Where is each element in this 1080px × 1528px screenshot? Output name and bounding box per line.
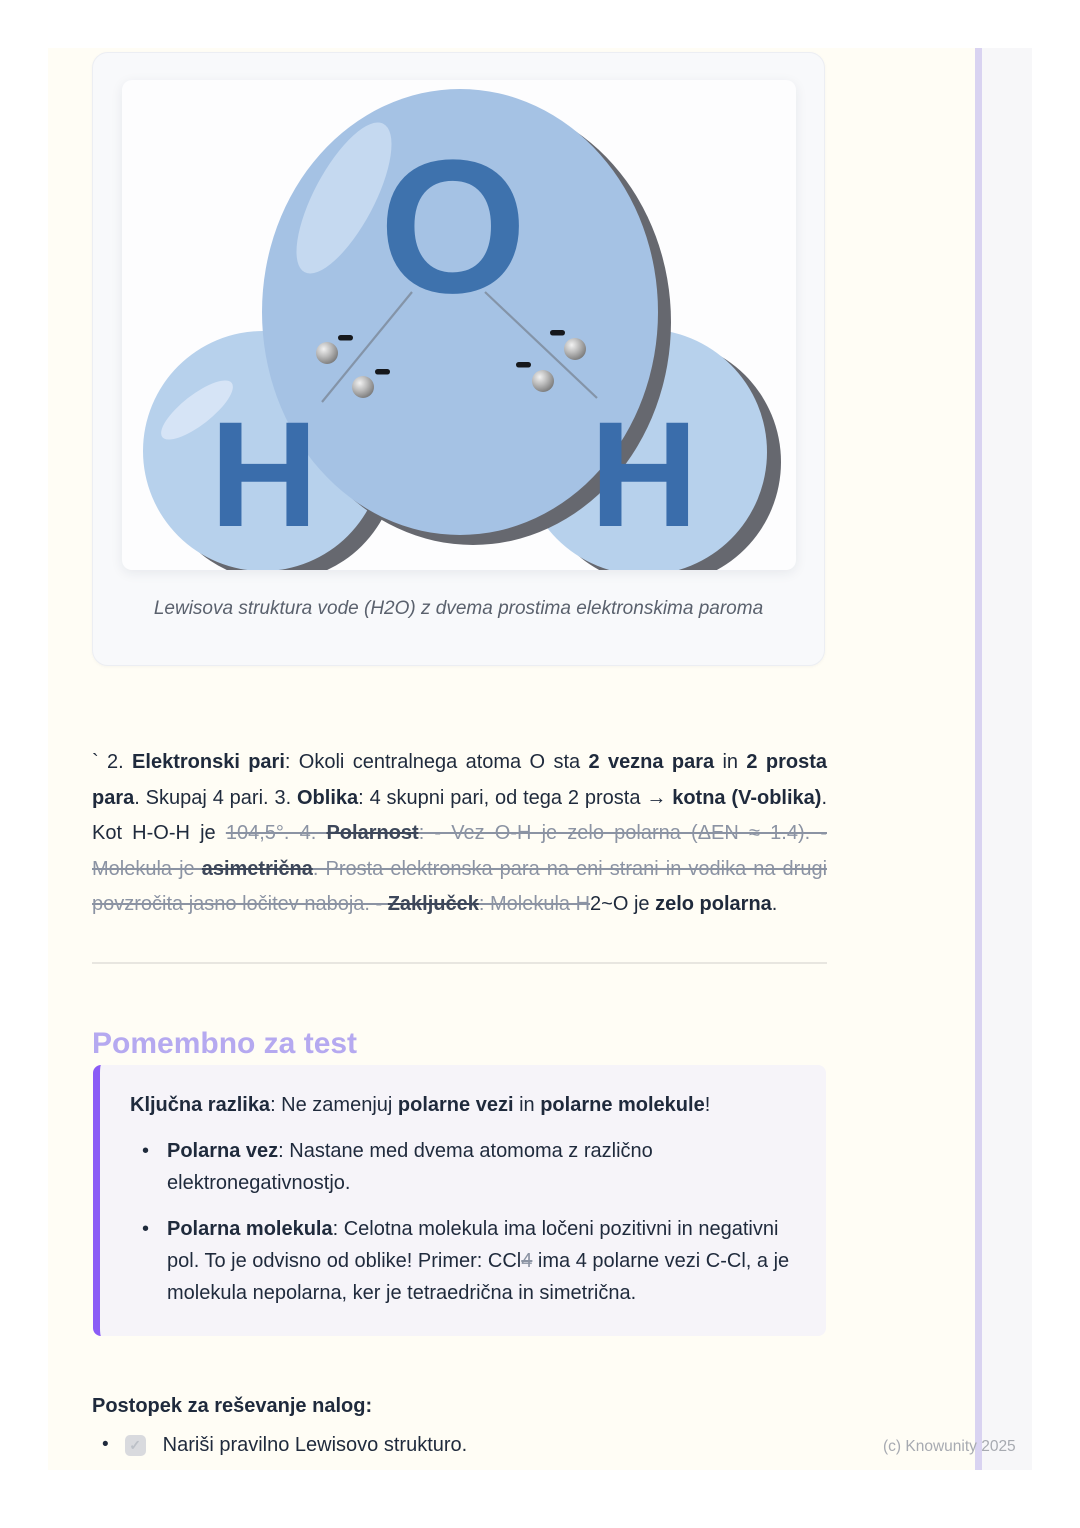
electron [532,370,554,392]
water-molecule-illustration [122,80,796,570]
callout-list [130,1135,796,1309]
procedure-heading: Postopek za reševanje nalog: [92,1395,373,1417]
hydrogen-label-right: H [589,390,699,558]
hydrogen-label-left: H [209,390,319,558]
list-item-text: Polarna vez: Nastane med dvema atomoma z različno elektronegativnostjo. [167,1140,653,1194]
figure-card [92,52,825,666]
bullet-icon: • [142,1218,150,1240]
key-difference-callout [93,1065,826,1336]
minus-icon [338,335,353,341]
document-page [48,48,975,1470]
oxygen-label: O [379,121,527,333]
minus-icon [516,362,531,368]
callout-intro: Ključna razlika: Ne zamenjuj polarne vezi in polarne molekule! [130,1094,711,1116]
checklist-item [92,1430,827,1460]
molecule-image [122,80,796,570]
section-heading: Pomembno za test [92,1026,358,1060]
checklist-item-label: Nariši pravilno Lewisovo strukturo. [162,1433,468,1456]
figure-caption: Lewisova struktura vode (H2O) z dvema prostima elektronskima paroma [153,598,764,619]
bullet-icon: • [142,1140,150,1162]
check-icon: ✓ [129,1437,142,1453]
section-divider [92,962,827,964]
notes-paragraph: ` 2. Elektronski pari: Okoli centralnega atoma O sta 2 vezna para in 2 prosta para. Skupaj 4 pari. 3. Oblika: 4 skupni pari, od tega 2 prosta → kotna (V-oblika). Kot H-O-H je 104,5°. 4. Polarnost: - Vez O-H je zelo polarna (ΔEN ≈ 1.4). - Molekula je asimetrična. Prosta elektronska para na eni strani in vodika na drugi povzročita jasno ločitev naboja. - Zaključek: Molekula H2~O je zelo polarna. [92,751,828,916]
list-item [130,1135,796,1199]
minus-icon [375,369,390,375]
electron [352,376,374,398]
electron [564,338,586,360]
minus-icon [550,330,565,336]
list-item [130,1213,796,1309]
next-page-preview [982,48,1032,1470]
electron [316,342,338,364]
list-item-text: Polarna molekula: Celotna molekula ima ločeni pozitivni in negativni pol. To je odvisno od oblike! Primer: CCl4 ima 4 polarne vezi C-Cl, a je molekula nepolarna, ker je tetraedrična in simetrična. [167,1218,790,1304]
bullet-icon: • [102,1434,109,1455]
copyright-watermark: (c) Knowunity 2025 [883,1438,1016,1455]
checkbox-checked[interactable] [125,1435,146,1456]
page-edge-accent [975,48,982,1470]
